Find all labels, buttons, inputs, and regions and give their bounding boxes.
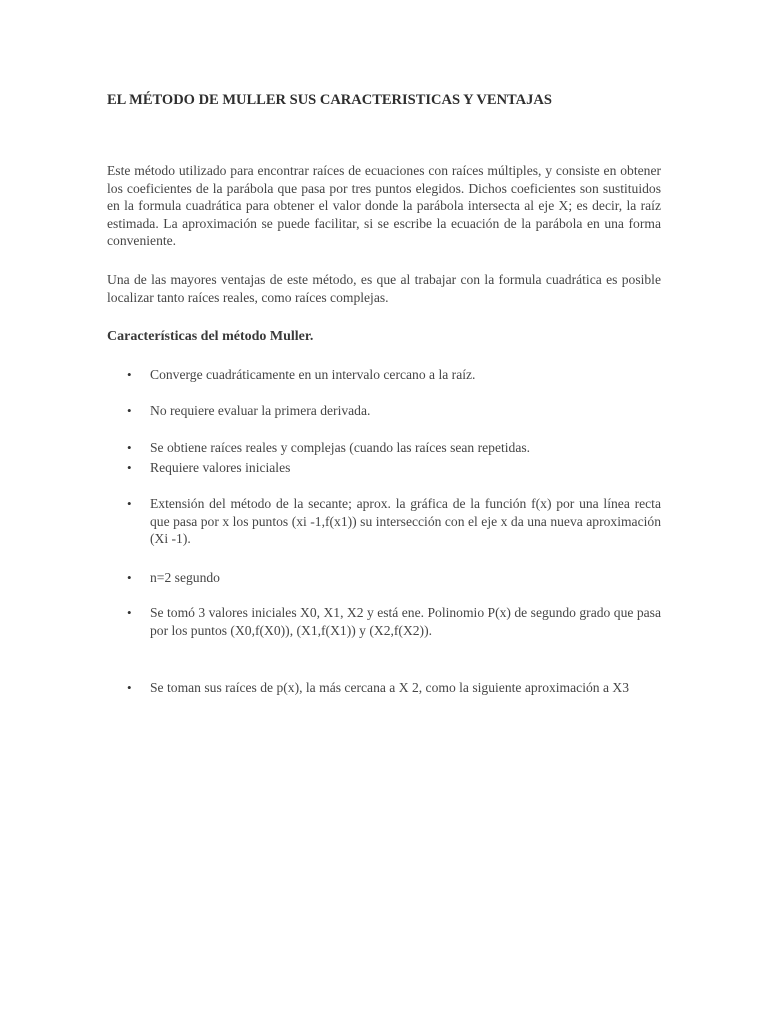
list-item — [127, 439, 661, 457]
bullet-icon: • — [127, 367, 132, 382]
list-item-text: Requiere valores iniciales — [150, 460, 291, 475]
list-item-text: n=2 segundo — [150, 570, 220, 585]
list-item — [127, 402, 661, 420]
list-item — [127, 366, 661, 384]
list-item — [127, 495, 661, 548]
bullet-icon: • — [127, 680, 132, 695]
paragraph-intro: Este método utilizado para encontrar raíces de ecuaciones con raíces múltiples, y consiste en obtener los coeficientes de la parábola que pasa por tres puntos elegidos. Dichos coeficientes son sustituidos en la formula cuadrática para obtener el valor donde la parábola intersecta al eje X; es decir, la raíz estimada. La aproximación se puede facilitar, si se escribe la ecuación de la parábola en una forma conveniente. — [107, 163, 661, 249]
list-item-text: No requiere evaluar la primera derivada. — [150, 403, 371, 418]
list-item-text: Se obtiene raíces reales y complejas (cuando las raíces sean repetidas. — [150, 440, 531, 455]
list-item — [127, 459, 661, 477]
bullet-icon: • — [127, 496, 132, 511]
list-item — [127, 604, 661, 639]
list-item — [127, 679, 661, 697]
list-item-text: Extensión del método de la secante; aprox. la gráfica de la función f(x) por una línea recta que pasa por x los puntos (xi -1,f(x1)) su intersección con el eje x da una nueva aproximación (Xi -1). — [150, 496, 661, 547]
bullet-icon: • — [127, 403, 132, 418]
document-title: EL MÉTODO DE MULLER SUS CARACTERISTICAS Y VENTAJAS — [107, 92, 552, 108]
section-heading: Características del método Muller. — [107, 329, 314, 344]
list-item-text: Se toman sus raíces de p(x), la más cercana a X 2, como la siguiente aproximación a X3 — [150, 680, 630, 695]
list-item-text: Converge cuadráticamente en un intervalo cercano a la raíz. — [150, 367, 476, 382]
bullet-icon: • — [127, 570, 132, 585]
bullet-icon: • — [127, 605, 132, 620]
bullet-icon: • — [127, 460, 132, 475]
bullet-icon: • — [127, 440, 132, 455]
list-item — [127, 569, 661, 587]
paragraph-advantages: Una de las mayores ventajas de este método, es que al trabajar con la formula cuadrática es posible localizar tanto raíces reales, como raíces complejas. — [107, 272, 661, 305]
list-item-text: Se tomó 3 valores iniciales X0, X1, X2 y está ene. Polinomio P(x) de segundo grado que pasa por los puntos (X0,f(X0)), (X1,f(X1)) y (X2,f(X2)). — [150, 605, 661, 638]
